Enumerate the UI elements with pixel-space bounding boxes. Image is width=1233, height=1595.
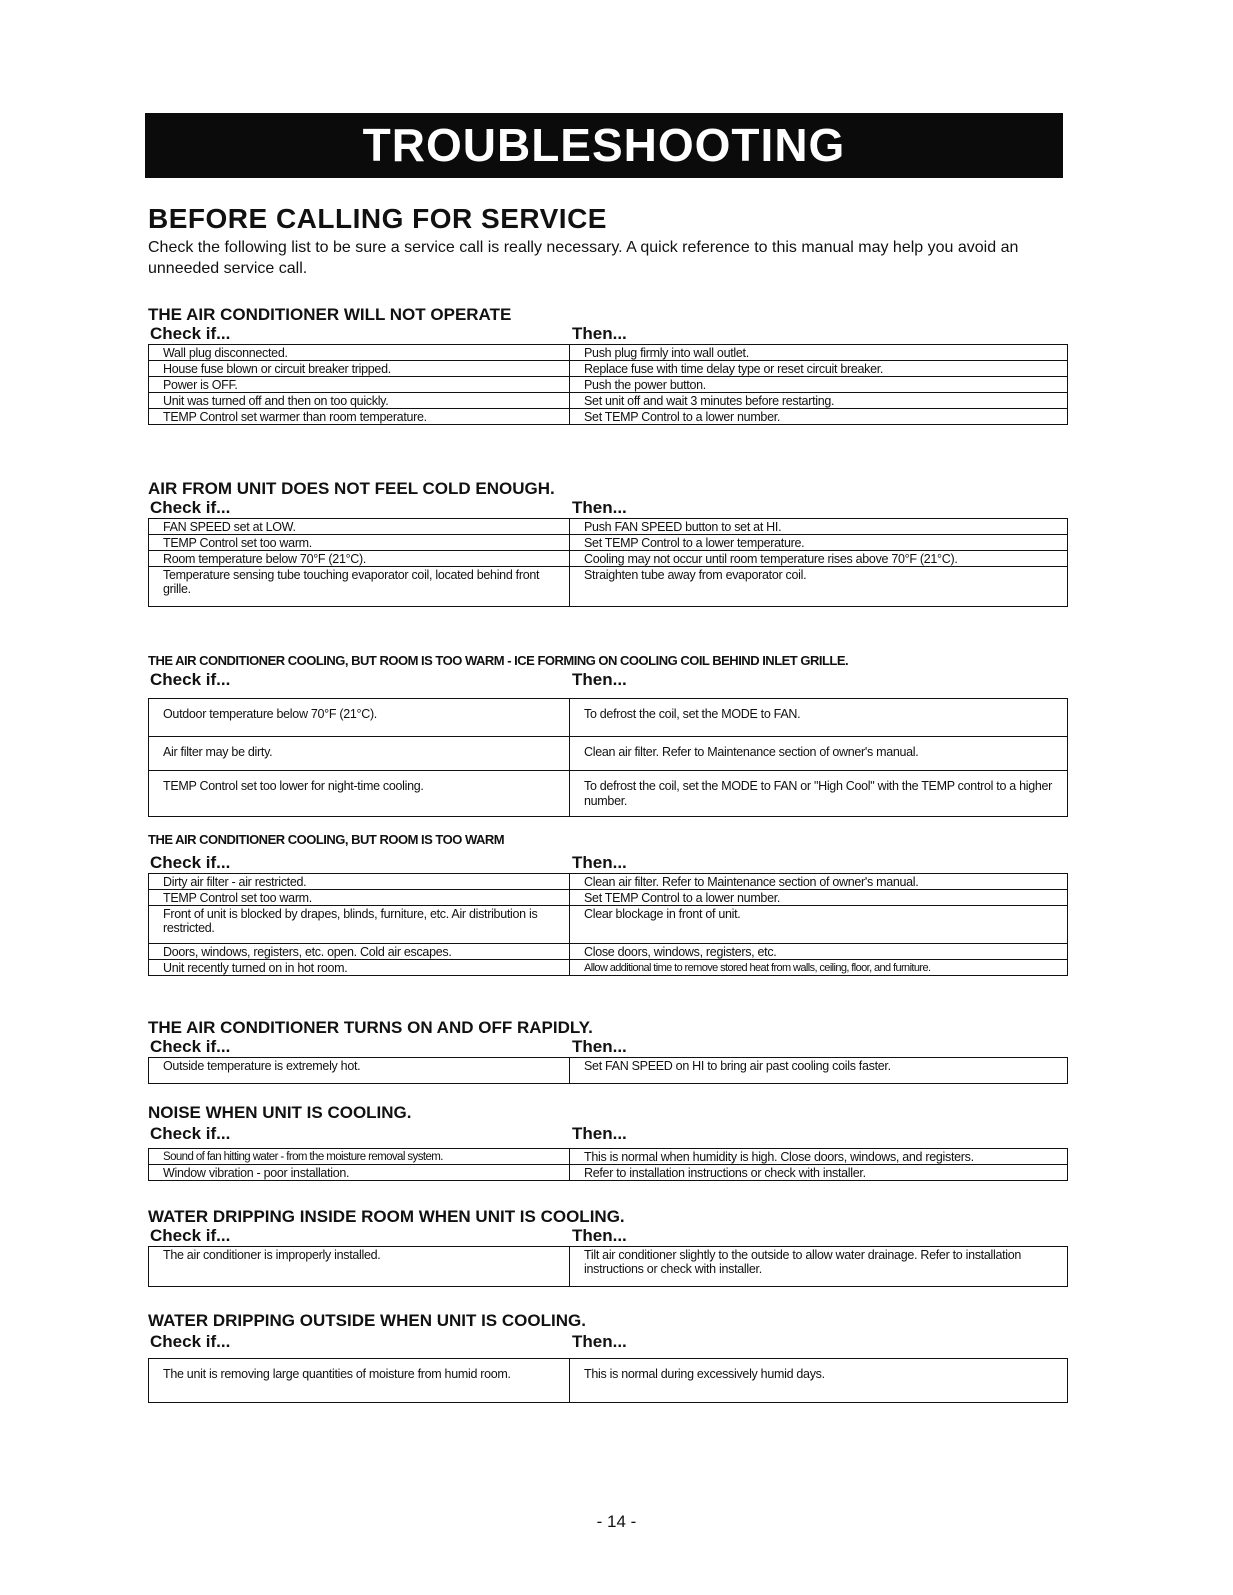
then-cell: Set unit off and wait 3 minutes before restarting. xyxy=(570,393,1068,409)
table-row xyxy=(149,1058,1068,1084)
check-if-heading: Check if... xyxy=(150,670,231,689)
section-title: NOISE WHEN UNIT IS COOLING. xyxy=(148,1103,412,1122)
troubleshooting-table xyxy=(148,1057,1068,1084)
check-cell: Dirty air filter - air restricted. xyxy=(149,874,570,890)
table-row xyxy=(149,906,1068,944)
table-row xyxy=(149,1247,1068,1287)
then-cell: Straighten tube away from evaporator coil. xyxy=(570,567,1068,607)
section-title: WATER DRIPPING INSIDE ROOM WHEN UNIT IS COOLING. xyxy=(148,1207,625,1226)
table-row xyxy=(149,874,1068,890)
then-cell: Push the power button. xyxy=(570,377,1068,393)
table-row xyxy=(149,377,1068,393)
table-row xyxy=(149,1359,1068,1403)
section-not-cold-enough xyxy=(148,480,1070,607)
table-row xyxy=(149,890,1068,906)
check-cell: Unit recently turned on in hot room. xyxy=(149,960,570,976)
check-cell: Window vibration - poor installation. xyxy=(149,1165,570,1181)
check-if-heading: Check if... xyxy=(150,1124,231,1143)
then-heading: Then... xyxy=(572,498,627,517)
check-cell: The air conditioner is improperly installed. xyxy=(149,1247,570,1287)
then-cell: Push plug firmly into wall outlet. xyxy=(570,345,1068,361)
troubleshooting-table xyxy=(148,698,1068,817)
check-cell: Power is OFF. xyxy=(149,377,570,393)
section-dripping-inside xyxy=(148,1208,1070,1287)
then-heading: Then... xyxy=(572,670,627,689)
intro-paragraph: Check the following list to be sure a service call is really necessary. A quick reference to this manual may help you avoid an unneeded service call. xyxy=(148,239,1019,277)
check-cell: The unit is removing large quantities of moisture from humid room. xyxy=(149,1359,570,1403)
then-cell: Clean air filter. Refer to Maintenance section of owner's manual. xyxy=(570,737,1068,771)
then-cell: Clean air filter. Refer to Maintenance section of owner's manual. xyxy=(570,874,1068,890)
check-cell: Unit was turned off and then on too quickly. xyxy=(149,393,570,409)
check-if-heading: Check if... xyxy=(150,853,231,872)
check-cell: Front of unit is blocked by drapes, blinds, furniture, etc. Air distribution is restricted. xyxy=(149,906,570,944)
troubleshooting-table xyxy=(148,873,1068,976)
check-cell: TEMP Control set too warm. xyxy=(149,890,570,906)
table-row xyxy=(149,1149,1068,1165)
page-number: - 14 - xyxy=(596,1512,637,1531)
then-cell: Allow additional time to remove stored heat from walls, ceiling, floor, and furniture. xyxy=(570,960,1068,976)
check-cell: Temperature sensing tube touching evaporator coil, located behind front grille. xyxy=(149,567,570,607)
check-if-heading: Check if... xyxy=(150,1332,231,1351)
troubleshooting-table xyxy=(148,518,1068,607)
section-title: THE AIR CONDITIONER WILL NOT OPERATE xyxy=(148,305,512,324)
section-title: AIR FROM UNIT DOES NOT FEEL COLD ENOUGH. xyxy=(148,479,555,498)
section-room-too-warm xyxy=(148,831,1070,976)
table-row xyxy=(149,567,1068,607)
troubleshooting-table xyxy=(148,1246,1068,1287)
then-cell: This is normal when humidity is high. Close doors, windows, and registers. xyxy=(570,1149,1068,1165)
page-heading: BEFORE CALLING FOR SERVICE xyxy=(148,203,607,234)
check-if-heading: Check if... xyxy=(150,498,231,517)
table-row xyxy=(149,535,1068,551)
check-cell: Sound of fan hitting water - from the moisture removal system. xyxy=(149,1149,570,1165)
then-cell: Cooling may not occur until room temperature rises above 70°F (21°C). xyxy=(570,551,1068,567)
then-cell: Clear blockage in front of unit. xyxy=(570,906,1068,944)
then-cell: Set TEMP Control to a lower number. xyxy=(570,409,1068,425)
check-cell: FAN SPEED set at LOW. xyxy=(149,519,570,535)
then-cell: Set FAN SPEED on HI to bring air past cooling coils faster. xyxy=(570,1058,1068,1084)
then-cell: To defrost the coil, set the MODE to FAN. xyxy=(570,699,1068,737)
then-cell: Replace fuse with time delay type or reset circuit breaker. xyxy=(570,361,1068,377)
check-cell: House fuse blown or circuit breaker tripped. xyxy=(149,361,570,377)
then-cell: Push FAN SPEED button to set at HI. xyxy=(570,519,1068,535)
table-row xyxy=(149,551,1068,567)
section-noise xyxy=(148,1104,1070,1181)
check-cell: Outdoor temperature below 70°F (21°C). xyxy=(149,699,570,737)
then-cell: This is normal during excessively humid days. xyxy=(570,1359,1068,1403)
then-heading: Then... xyxy=(572,324,627,343)
then-cell: Refer to installation instructions or check with installer. xyxy=(570,1165,1068,1181)
then-heading: Then... xyxy=(572,1332,627,1351)
troubleshooting-table xyxy=(148,1148,1068,1181)
then-heading: Then... xyxy=(572,1037,627,1056)
table-row xyxy=(149,737,1068,771)
then-cell: To defrost the coil, set the MODE to FAN or "High Cool" with the TEMP control to a higher number. xyxy=(570,771,1068,817)
section-on-off-rapidly xyxy=(148,1019,1070,1084)
then-heading: Then... xyxy=(572,853,627,872)
section-title: WATER DRIPPING OUTSIDE WHEN UNIT IS COOLING. xyxy=(148,1311,586,1330)
section-will-not-operate xyxy=(148,306,1070,425)
then-cell: Tilt air conditioner slightly to the outside to allow water drainage. Refer to installation instructions or check with installer. xyxy=(570,1247,1068,1287)
check-cell: Wall plug disconnected. xyxy=(149,345,570,361)
table-row xyxy=(149,519,1068,535)
check-cell: Doors, windows, registers, etc. open. Cold air escapes. xyxy=(149,944,570,960)
table-row xyxy=(149,1165,1068,1181)
then-heading: Then... xyxy=(572,1124,627,1143)
then-cell: Set TEMP Control to a lower number. xyxy=(570,890,1068,906)
table-row xyxy=(149,393,1068,409)
troubleshooting-table xyxy=(148,344,1068,425)
check-cell: TEMP Control set too lower for night-time cooling. xyxy=(149,771,570,817)
section-dripping-outside xyxy=(148,1312,1070,1403)
table-row xyxy=(149,771,1068,817)
check-cell: Room temperature below 70°F (21°C). xyxy=(149,551,570,567)
check-if-heading: Check if... xyxy=(150,324,231,343)
then-heading: Then... xyxy=(572,1226,627,1245)
table-row xyxy=(149,345,1068,361)
section-ice-forming xyxy=(148,652,1070,817)
table-row xyxy=(149,944,1068,960)
page-banner: TROUBLESHOOTING xyxy=(145,113,1063,178)
troubleshooting-table xyxy=(148,1358,1068,1403)
table-row xyxy=(149,409,1068,425)
section-title: THE AIR CONDITIONER COOLING, BUT ROOM IS TOO WARM - ICE FORMING ON COOLING COIL BEHIND INLET GRILLE. xyxy=(148,653,849,668)
check-cell: Outside temperature is extremely hot. xyxy=(149,1058,570,1084)
table-row xyxy=(149,699,1068,737)
table-row xyxy=(149,361,1068,377)
then-cell: Set TEMP Control to a lower temperature. xyxy=(570,535,1068,551)
section-title: THE AIR CONDITIONER TURNS ON AND OFF RAPIDLY. xyxy=(148,1018,593,1037)
table-row xyxy=(149,960,1068,976)
check-if-heading: Check if... xyxy=(150,1037,231,1056)
check-cell: TEMP Control set warmer than room temperature. xyxy=(149,409,570,425)
check-if-heading: Check if... xyxy=(150,1226,231,1245)
section-title: THE AIR CONDITIONER COOLING, BUT ROOM IS TOO WARM xyxy=(148,832,505,847)
then-cell: Close doors, windows, registers, etc. xyxy=(570,944,1068,960)
check-cell: TEMP Control set too warm. xyxy=(149,535,570,551)
check-cell: Air filter may be dirty. xyxy=(149,737,570,771)
